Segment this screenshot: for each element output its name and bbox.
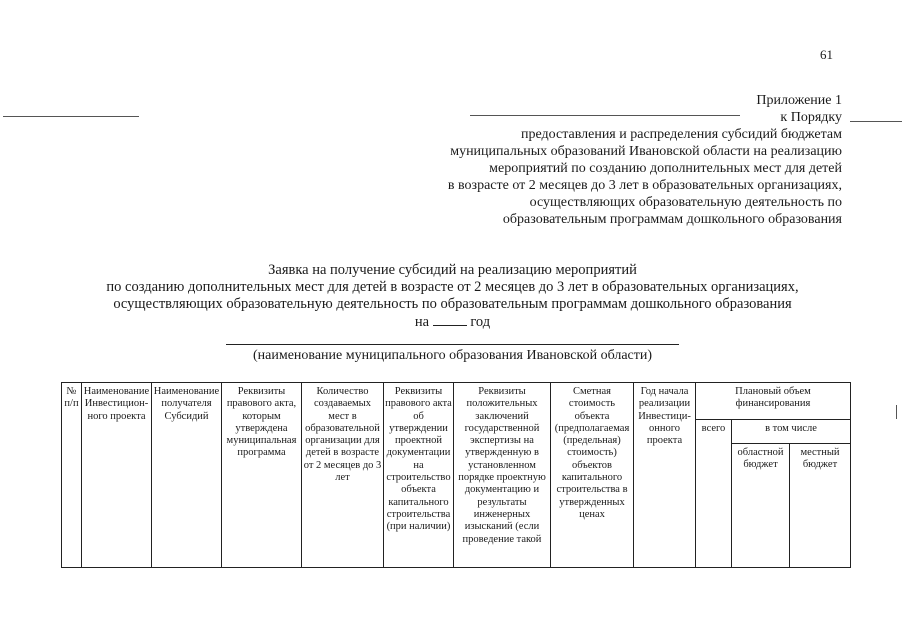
- header-estimated-cost: Сметная стоимость объекта (предполагаемая (предельная) стоимость) объектов капитального строительства в утвержденных ценах: [551, 383, 634, 568]
- application-year-line: [0, 313, 905, 331]
- header-start-year: Год начала реализации Инвестици-онного проекта: [634, 383, 696, 568]
- header-rule-left: [3, 116, 139, 117]
- header-rule-mid: [470, 115, 740, 116]
- application-title-line: по созданию дополнительных мест для детей в возрасте от 2 месяцев до 3 лет в образовательных организациях,: [106, 279, 799, 295]
- header-legal-act: Реквизиты правового акта, которым утверждена муниципальная программа: [222, 383, 302, 568]
- appendix-line: муниципальных образований Ивановской области на реализацию: [450, 144, 842, 159]
- header-total: всего: [696, 420, 732, 568]
- header-local-budget: местный бюджет: [790, 444, 851, 568]
- appendix-line: в возрасте от 2 месяцев до 3 лет в образовательных организациях,: [447, 178, 842, 193]
- header-project-name: Наименование Инвестицион-ного проекта: [82, 383, 152, 568]
- header-num: № п/п: [62, 383, 82, 568]
- application-title-line: Заявка на получение субсидий на реализацию мероприятий: [268, 262, 637, 278]
- municipality-underline: [226, 344, 679, 345]
- appendix-line: предоставления и распределения субсидий бюджетам: [520, 127, 842, 142]
- application-title-line: осуществляющих образовательную деятельность по образовательным программам дошкольного образования: [113, 296, 792, 312]
- municipality-caption: (наименование муниципального образования Ивановской области): [252, 348, 653, 363]
- year-suffix: год: [470, 314, 491, 330]
- right-edge-mark: [896, 405, 897, 419]
- header-regional-budget: областной бюджет: [732, 444, 790, 568]
- appendix-title: Приложение 1: [756, 93, 842, 108]
- header-approval-act: Реквизиты правового акта об утверждении проектной документации на строительство объекта капитального строительства (при наличии): [384, 383, 454, 568]
- header-rule-right: [850, 121, 902, 122]
- year-prefix: на: [414, 314, 430, 330]
- header-places-count: Количество создаваемых мест в образовательной организации для детей в возрасте от 2 месяцев до 3 лет: [302, 383, 384, 568]
- appendix-line: осуществляющих образовательную деятельность по: [529, 195, 842, 210]
- appendix-line: образовательным программам дошкольного образования: [502, 212, 842, 227]
- appendix-line: к Порядку: [780, 110, 842, 125]
- header-planned-financing: Плановый объем финансирования: [696, 383, 851, 420]
- application-table: [61, 382, 851, 568]
- page-number: 61: [820, 47, 833, 62]
- header-recipient-name: Наименование получателя Субсидий: [152, 383, 222, 568]
- header-including: в том числе: [732, 420, 851, 444]
- header-expertise: Реквизиты положительных заключений государственной экспертизы на утвержденную в установленном порядке проектную документацию и результаты инженерных изысканий (если проведение такой: [454, 383, 551, 568]
- year-blank-field: [433, 313, 467, 326]
- appendix-line: мероприятий по созданию дополнительных мест для детей: [489, 161, 842, 176]
